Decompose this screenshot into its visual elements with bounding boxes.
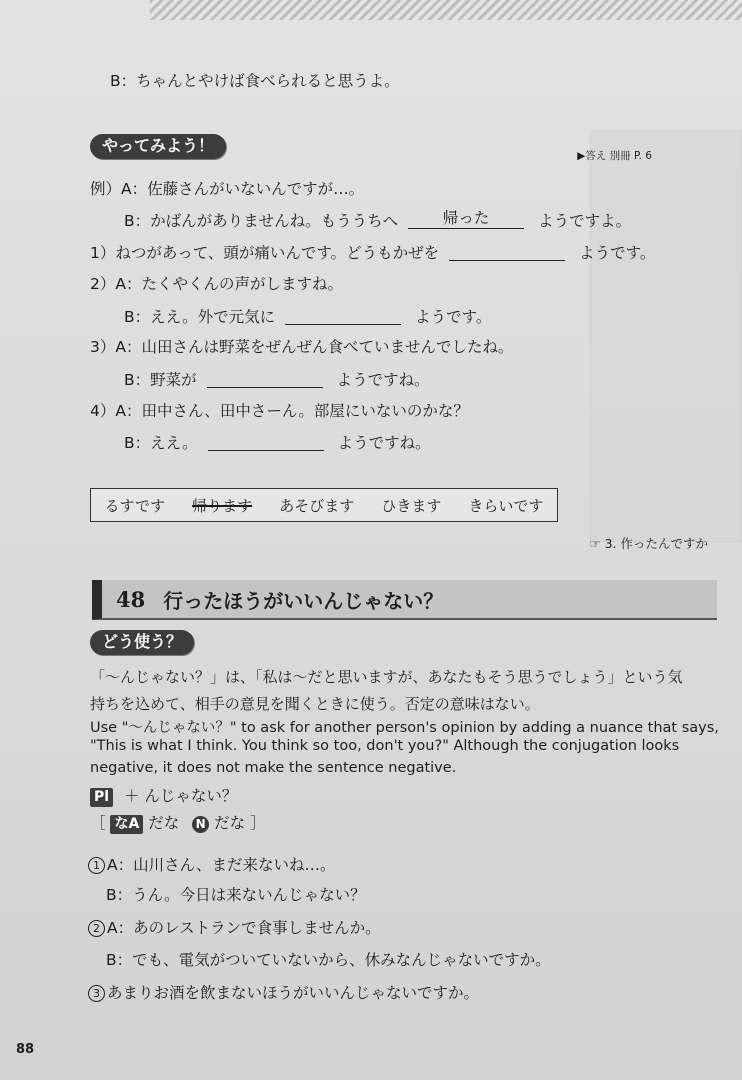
word-choice: ひきます bbox=[381, 496, 442, 515]
example-3: 3 あまりお酒を飲まないほうがいいんじゃないですか。 bbox=[88, 985, 479, 1002]
example-b: B：かばんがありませんね。もううちへ 帰った ようですよ。 bbox=[124, 208, 632, 230]
en-explanation-3: negative, it does not make the sentence negative. bbox=[90, 760, 457, 776]
question-3-b: B：野菜が ようですね。 bbox=[124, 371, 430, 389]
en-explanation-2: "This is what I think. You think so too, don't you?" Although the conjugation looks bbox=[90, 738, 680, 754]
en-explanation-1: Use "〜んじゃない？" to ask for another person's opinion by adding a nuance that says, bbox=[90, 720, 719, 736]
circled-number: 3 bbox=[88, 985, 105, 1002]
example-a: 例）A：佐藤さんがいないんですが…。 bbox=[90, 180, 365, 198]
answer-blank-2 bbox=[285, 309, 401, 325]
answer-blank-1 bbox=[449, 245, 565, 261]
top-stripe bbox=[150, 0, 742, 20]
jp-explanation-2: 持ちを込めて、相手の意見を聞くときに使う。否定の意味はない。 bbox=[90, 695, 540, 713]
word-choice-used: 帰ります bbox=[192, 496, 253, 515]
question-2-a: 2）A：たくやくんの声がしますね。 bbox=[90, 275, 343, 293]
page-number: 88 bbox=[16, 1042, 35, 1057]
word-choice: きらいです bbox=[468, 496, 544, 515]
plain-form-tag: Pl bbox=[90, 788, 113, 807]
section-48-header bbox=[92, 580, 717, 620]
example-2-b: B：でも、電気がついていないから、休みなんじゃないですか。 bbox=[106, 951, 551, 969]
see-also-reference: ☞ 3. 作ったんですか bbox=[589, 536, 708, 551]
question-1: 1）ねつがあって、頭が痛いんです。どうもかぜを ようです。 bbox=[90, 244, 656, 262]
section-number: 48 bbox=[116, 586, 146, 612]
bleed-through-area bbox=[590, 130, 742, 542]
answer-blank-4 bbox=[208, 435, 324, 451]
question-2-b: B：ええ。外で元気に ようです。 bbox=[124, 308, 492, 326]
answer-blank-3 bbox=[207, 372, 323, 388]
top-dialogue-b: B：ちゃんとやけば食べられると思うよ。 bbox=[110, 72, 400, 90]
question-4-a: 4）A：田中さん、田中さーん。部屋にいないのかな？ bbox=[90, 402, 469, 420]
answer-reference: ▶答え 別冊 P. 6 bbox=[577, 150, 652, 162]
question-4-b: B：ええ。 ようですね。 bbox=[124, 434, 431, 452]
example-2-a: 2 A：あのレストランで食事しませんか。 bbox=[88, 920, 381, 937]
word-choice: るすです bbox=[104, 496, 165, 515]
noun-tag: N bbox=[192, 816, 209, 833]
example-answer-blank: 帰った bbox=[408, 213, 524, 229]
example-1-a: 1 A：山川さん、まだ来ないね…。 bbox=[88, 857, 336, 874]
question-3-a: 3）A：山田さんは野菜をぜんぜん食べていませんでしたね。 bbox=[90, 338, 514, 356]
word-choice: あそびます bbox=[279, 496, 355, 515]
form-rule: Pl ＋ んじゃない？ bbox=[90, 788, 237, 807]
example-1-b: B：うん。今日は来ないんじゃない？ bbox=[106, 886, 366, 904]
na-adjective-tag: なA bbox=[110, 815, 143, 834]
jp-explanation-1: 「〜んじゃない？」は、「私は〜だと思いますが、あなたもそう思うでしょう」という気 bbox=[90, 668, 683, 686]
circled-number: 1 bbox=[88, 857, 105, 874]
form-exceptions: ［ なA だな N だな ］ bbox=[90, 815, 266, 834]
circled-number: 2 bbox=[88, 920, 105, 937]
yatte-miyou-heading: やってみよう！ bbox=[90, 134, 226, 159]
section-title: 行ったほうがいいんじゃない？ bbox=[163, 588, 444, 613]
word-choice-box bbox=[90, 488, 558, 522]
dou-tsukau-heading: どう使う？ bbox=[90, 630, 194, 655]
